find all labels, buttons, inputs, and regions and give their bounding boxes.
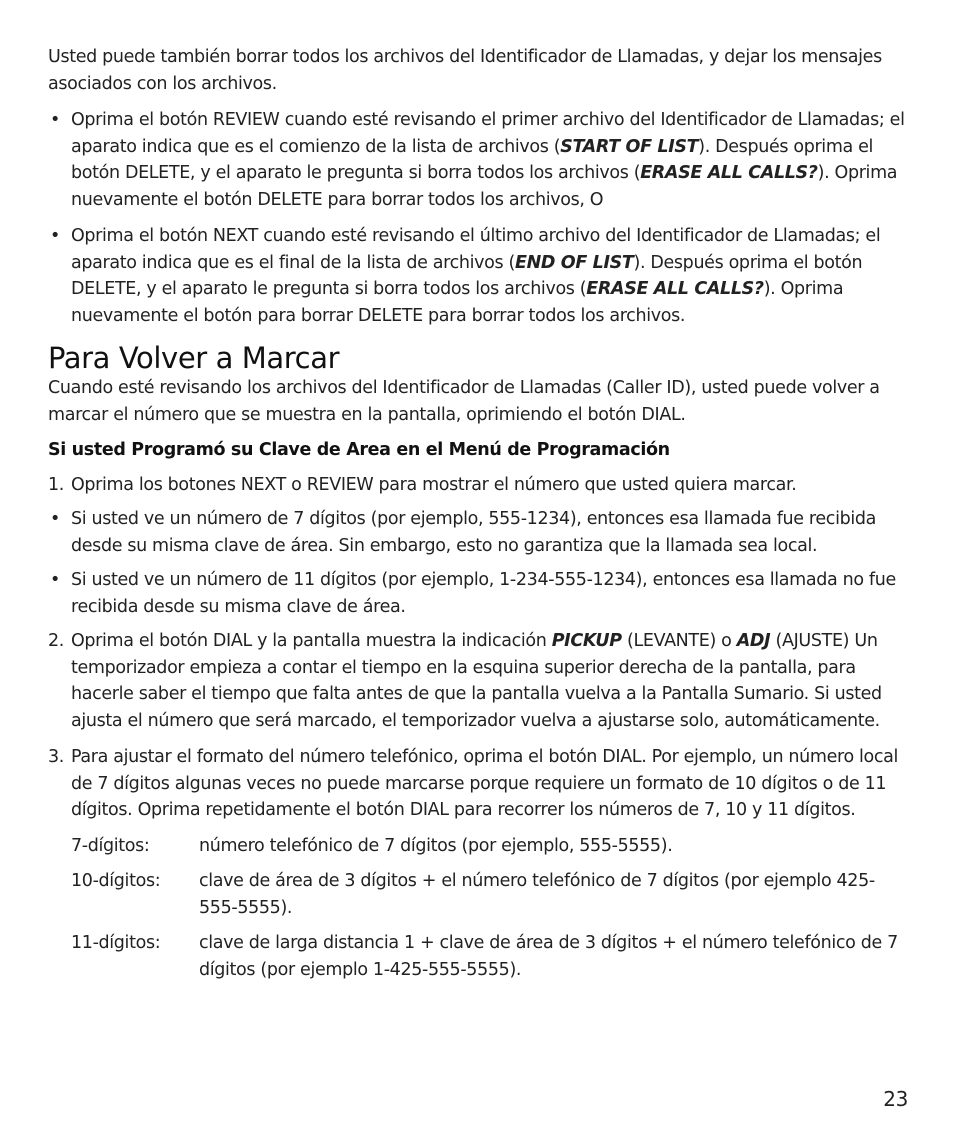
step-2 [48, 628, 910, 734]
step1-bullet-7-digits [48, 506, 910, 559]
digit-format-row [71, 930, 910, 983]
bullet-text: Oprima el botón REVIEW cuando esté revisando el primer archivo del Identificador de Llamadas; el aparato indica que es el comienzo de la lista de archivos (START OF LIST). Después oprima el botón DELETE, y el aparato le pregunta si borra todos los archivos (ERASE ALL CALLS?). Oprima nuevamente el botón DELETE para borrar todos los archivos, O [71, 110, 905, 210]
digit-format-row [71, 868, 910, 921]
display-message: START OF LIST [560, 136, 699, 157]
digit-format-row [71, 833, 910, 860]
erase-intro-paragraph: Usted puede también borrar todos los archivos del Identificador de Llamadas, y dejar los mensajes asociados con los archivos. [48, 47, 882, 94]
display-message: ERASE ALL CALLS? [640, 163, 818, 183]
bullet-marker: • [50, 509, 60, 529]
step1-bullet-11-digits [48, 567, 910, 620]
step-number: 1. [48, 474, 64, 495]
digit-format-label: 11-dígitos: [71, 933, 161, 953]
step-1 [48, 472, 910, 499]
section-title: Para Volver a Marcar [48, 341, 340, 375]
digit-format-description: número telefónico de 7 dígitos (por ejemplo, 555-5555). [199, 835, 673, 856]
step-text: Oprima los botones NEXT o REVIEW para mostrar el número que usted quiera marcar. [71, 474, 797, 495]
bullet-marker: • [50, 226, 60, 246]
digit-format-description: clave de área de 3 dígitos + el número telefónico de 7 dígitos (por ejemplo 425-555-5555). [199, 871, 875, 918]
step-number: 3. [48, 747, 64, 767]
bullet-text: Si usted ve un número de 11 dígitos (por ejemplo, 1-234-555-1234), entonces esa llamada no fue recibida desde su misma clave de área. [71, 570, 896, 617]
digit-format-label: 10-dígitos: [71, 871, 161, 891]
section-intro-paragraph: Cuando esté revisando los archivos del Identificador de Llamadas (Caller ID), usted puede volver a marcar el número que se muestra en la pantalla, oprimiendo el botón DIAL. [48, 378, 880, 425]
page-number: 23 [883, 1087, 908, 1111]
page-content [48, 44, 910, 983]
bullet-text: Si usted ve un número de 7 dígitos (por ejemplo, 555-1234), entonces esa llamada fue recibida desde su misma clave de área. Sin embargo, esto no garantiza que la llamada sea local. [71, 509, 876, 556]
bullet-marker: • [50, 110, 60, 130]
digit-format-list [71, 833, 910, 984]
bullet-marker: • [50, 570, 60, 590]
display-message: ADJ [736, 631, 771, 651]
digit-format-description: clave de larga distancia 1 + clave de área de 3 dígitos + el número telefónico de 7 dígitos (por ejemplo 1-425-555-5555). [199, 933, 898, 980]
step-3 [48, 744, 910, 824]
erase-bullet-review [48, 107, 910, 213]
bullet-text: Oprima el botón NEXT cuando esté revisando el último archivo del Identificador de Llamadas; el aparato indica que es el final de la lista de archivos (END OF LIST). Después oprima el botón DELETE, y el aparato le pregunta si borra todos los archivos (ERASE ALL CALLS?). Oprima nuevamente el botón para borrar DELETE para borrar todos los archivos. [71, 226, 881, 326]
step-number: 2. [48, 631, 64, 651]
subheading: Si usted Programó su Clave de Area en el Menú de Programación [48, 440, 670, 460]
step-text: Oprima el botón DIAL y la pantalla muestra la indicación PICKUP (LEVANTE) o ADJ (AJUSTE) Un temporizador empieza a contar el tiempo en la esquina superior derecha de la pantalla, para hacerle saber el tiempo que falta antes de que la pantalla vuelva a la Pantalla Sumario. Si usted ajusta el número que será marcado, el temporizador vuelva a ajustarse solo, automáticamente. [71, 631, 882, 731]
digit-format-label: 7-dígitos: [71, 835, 150, 856]
erase-bullet-next [48, 223, 910, 329]
display-message: ERASE ALL CALLS? [586, 279, 764, 299]
display-message: END OF LIST [514, 252, 634, 273]
step-text: Para ajustar el formato del número telefónico, oprima el botón DIAL. Por ejemplo, un número local de 7 dígitos algunas veces no puede marcarse porque requiere un formato de 10 dígitos o de 11 dígitos. Oprima repetidamente el botón DIAL para recorrer los números de 7, 10 y 11 dígitos. [71, 747, 899, 820]
display-message: PICKUP [551, 631, 622, 651]
